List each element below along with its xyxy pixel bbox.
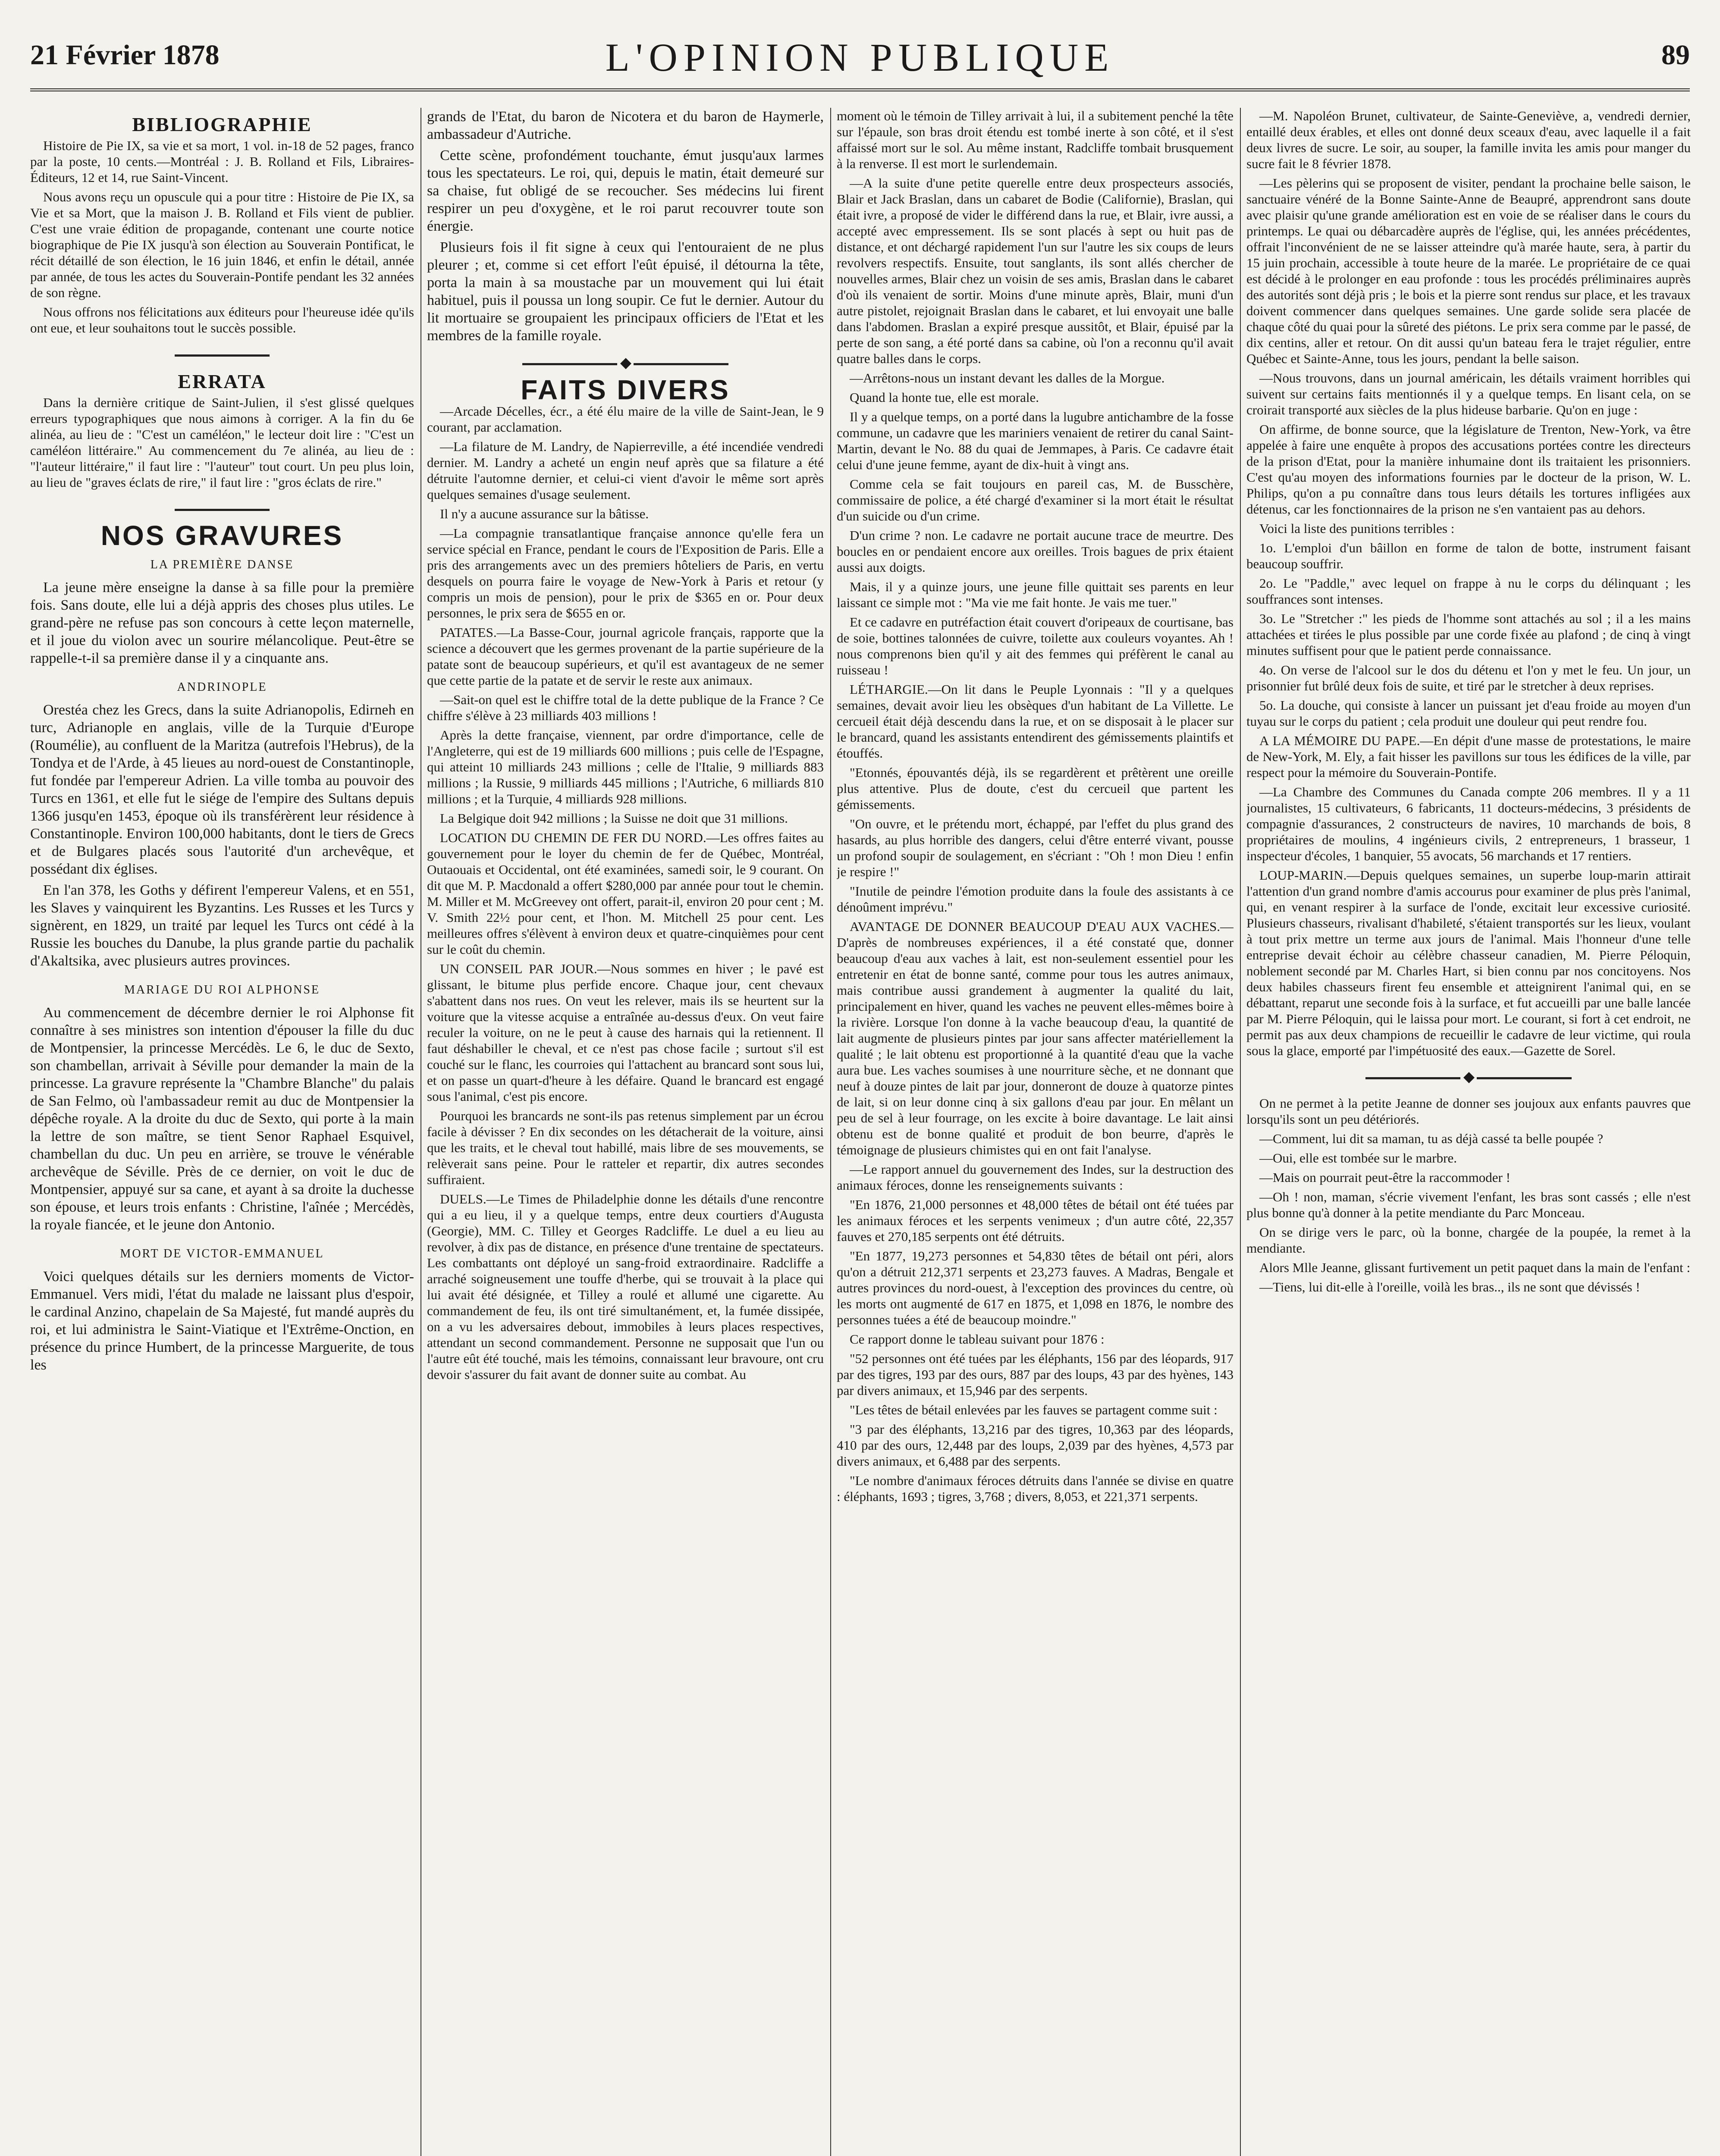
paragraph: Quand la honte tue, elle est morale. xyxy=(850,390,1039,405)
list-item: 1o. L'emploi d'un bâillon en forme de talon de botte, instrument faisant beaucoup souffrir. xyxy=(1246,540,1691,571)
column-3 xyxy=(837,108,1234,2156)
ornament-divider: ◆ xyxy=(427,354,824,372)
page-number: 89 xyxy=(1661,39,1690,71)
news-item: —La Chambre des Communes du Canada compte 206 membres. Il y a 11 journalistes, 15 cultivateurs, 6 fabricants, 11 docteurs-médecins, 3 présidents de compagnie d'assurances, 2 constructeurs de navires, 10 marchands de bois, 8 propriétaires de moulins, 4 ingénieurs civils, 2 entrepreneurs, 1 brasseur, 1 inspecteur d'écoles, 1 banquier, 55 avocats, 56 marchands et 17 rentiers. xyxy=(1246,784,1691,863)
paragraph: Plusieurs fois il fit signe à ceux qui l'entouraient de ne plus pleurer ; et, comme si cet effort l'eût épuisé, il détourna la tête, porta la main à sa moustache par un mouvement qui lui était habituel, puis il poussa un long soupir. Ce fut le dernier. Autour du lit mortuaire se groupaient les principaux officiers de l'Etat et les membres de la famille royale. xyxy=(427,239,824,344)
masthead-rule xyxy=(30,88,1690,96)
news-item: A LA MÉMOIRE DU PAPE.—En dépit d'une masse de protestations, le maire de New-York, M. Ely, a fait hisser les pavillons sur tous les édifices de la ville, par respect pour la mémoire du Souverain-Pontife. xyxy=(1246,733,1691,780)
list-item: 4o. On verse de l'alcool sur le dos du détenu et l'on y met le feu. Un jour, un prisonnier fut brûlé deux fois de suite, et tiré par le stretcher à deux reprises. xyxy=(1246,662,1691,693)
paragraph: moment où le témoin de Tilley arrivait à lui, il a subitement penché la tête sur l'épaule, son bras droit étendu est tombé inerte à son côté, et il s'est affaissé mort sur le sol. Au même instant, Radcliffe tombait brusquement à la renverse. Il est mort le surlendemain. xyxy=(837,108,1234,171)
paragraph: Et ce cadavre en putréfaction était couvert d'oripeaux de courtisane, bas de soie, bottines talonnées de cuivre, toilette aux couleurs voyantes. Ah ! nous comprenons bien qu'il y ait des femmes qui préfèrent le canal au ruisseau ! xyxy=(837,614,1234,677)
paragraph: En l'an 378, les Goths y défirent l'empereur Valens, et en 551, les Slaves y vainquirent les Byzantins. Les Russes et les Turcs y signèrent, en 1829, un traité par lequel les Turcs ont cédé à la Russie les bouches du Danube, la plus grande partie du pachalik d'Akaltsika, avec plusieurs autres provinces. xyxy=(30,882,414,969)
paragraph: Comme cela se fait toujours en pareil cas, M. de Busschère, commissaire de police, a été chargé d'examiner si la mort était le résultat d'un suicide ou d'un crime. xyxy=(837,476,1234,523)
news-item: DUELS.—Le Times de Philadelphie donne les détails d'une rencontre qui a eu lieu, il y a quelque temps, entre deux courtiers d'Augusta (Georgie), MM. C. Tilley et Georges Radcliffe. Le duel a eu lieu au revolver, à dix pas de distance, en présence d'une trentaine de spectateurs. Les combattants ont déployé un sang-froid extraordinaire. Radcliffe a arraché soigneusement une touffe d'herbe, qui se trouvait à la place qui lui avait été désignée, et Tilley a roulé et allumé une cigarette. Au commandement de feu, ils ont tiré simultanément, et, la fumée dissipée, on a vu les adversaires debout, immobiles à leurs places respectives, attendant un second commandement. Personne ne supposait que l'un ou l'autre eût été touché, mais les témoins, connaissant leur bravoure, ont cru devoir s'assurer du fait avant de donner suite au combat. Au xyxy=(427,1191,824,1382)
news-item: Il n'y a aucune assurance sur la bâtisse. xyxy=(440,506,649,521)
paragraph: La jeune mère enseigne la danse à sa fille pour la première fois. Sans doute, elle lui a déjà appris des choses plus utiles. Le grand-père ne refuse pas son concours à cette leçon maternelle, et il joue du violon avec un sourire mélancolique. Peut-être se rappelle-t-il sa première danse il y a cinquante ans. xyxy=(30,580,414,666)
subheading: MORT DE VICTOR-EMMANUEL xyxy=(120,1247,324,1260)
news-item: Pourquoi les brancards ne sont-ils pas retenus simplement par un écrou facile à dévisser ? En dix secondes on les détacherait de la voiture, ainsi que les traits, et le cheval tout habillé, mais libre de ses mouvements, se relèverait sans peine. Pour le ratteler et repartir, dix autres secondes suffiraient. xyxy=(427,1108,824,1187)
column-divider xyxy=(830,108,831,2156)
section-heading: ERRATA xyxy=(178,370,267,392)
list-item: 3o. Le "Stretcher :" les pieds de l'homme sont attachés au sol ; il a les mains attachées et tirées le plus possible par une corde fixée au plafond ; de cinq à vingt minutes suffisent pour que le patient perde connaissance. xyxy=(1246,611,1691,658)
paragraph: On affirme, de bonne source, que la législature de Trenton, New-York, va être appelée à faire une enquête à propos des accusations portées contre les directeurs de la prison d'Etat, pour la manière inhumaine dont ils traitaient les prisonniers. C'est qu'au moyen des informations fournies par le docteur de la prison, W. L. Philips, qu'on a pu connaître dans tous leurs détails les tortures infligées aux détenus, car les fonctionnaires de la prison ne s'en vantaient pas au dehors. xyxy=(1246,422,1691,517)
news-item: AVANTAGE DE DONNER BEAUCOUP D'EAU AUX VACHES.—D'après de nombreuses expériences, il a été constaté que, donner beaucoup d'eau aux vaches à lait, est non-seulement essentiel pour les entretenir en état de bonne santé, comme pour tous les autres animaux, mais contribue aussi grandement à augmenter la qualité du lait, principalement en hiver, quand les vaches ne peuvent elles-mêmes boire à la rivière. Lorsque l'on donne à la vache beaucoup d'eau, la quantité de lait augmente de plusieurs pintes par jour sans affecter matériellement la qualité ; le lait obtenu est proportionné à la quantité d'eau que la vache aura bue. Les vaches soumises à une nourriture sèche, et ne donnant que neuf à douze pintes de lait par jour, donneront de douze à quatorze pintes de lait, si on leur donne cinq à six gallons d'eau par jour. En mêlant un peu de sel à leur fourrage, on les excite à boire davantage. Le lait ainsi obtenu est de bonne qualité et produit de bon beurre, d'après le témoignage de plusieurs chimistes qui en ont fait l'analyse. xyxy=(837,919,1234,1157)
paragraph: —Oui, elle est tombée sur le marbre. xyxy=(1259,1150,1457,1166)
paragraph: "Inutile de peindre l'émotion produite dans la foule des assistants à ce dénoûment imprévu." xyxy=(837,884,1234,915)
paragraph: D'un crime ? non. Le cadavre ne portait aucune trace de meurtre. Des boucles en or pendaient encore aux oreilles. Trois bagues de prix étaient aussi aux doigts. xyxy=(837,528,1234,575)
paragraph: "En 1876, 21,000 personnes et 48,000 têtes de bétail ont été tuées par les animaux féroces et les serpents venimeux ; d'un autre côté, 22,357 fauves et 270,185 serpents ont été détruits. xyxy=(837,1197,1234,1244)
paragraph: —Oh ! non, maman, s'écrie vivement l'enfant, les bras sont cassés ; elle n'est plus bonne qu'à donner à la petite mendiante du Parc Monceau. xyxy=(1246,1189,1691,1220)
paragraph: Alors Mlle Jeanne, glissant furtivement un petit paquet dans la main de l'enfant : xyxy=(1259,1260,1691,1275)
ornament-divider xyxy=(30,500,414,517)
news-item: La Belgique doit 942 millions ; la Suisse ne doit que 31 millions. xyxy=(440,811,788,826)
publication-title: L'OPINION PUBLIQUE xyxy=(605,35,1115,79)
news-item: Après la dette française, viennent, par ordre d'importance, celle de l'Angleterre, qui est de 19 milliards 600 millions ; puis celle de l'Espagne, qui atteint 10 milliards 243 millions ; celle de l'Italie, 9 milliards 883 millions ; la Russie, 9 milliards 445 millions ; l'Autriche, 6 milliards 810 millions ; et la Turquie, 4 milliards 928 millions. xyxy=(427,727,824,806)
paragraph: Ce rapport donne le tableau suivant pour 1876 : xyxy=(850,1332,1105,1347)
paragraph: "Les têtes de bétail enlevées par les fauves se partagent comme suit : xyxy=(850,1402,1218,1417)
news-item: LOUP-MARIN.—Depuis quelques semaines, un superbe loup-marin attirait l'attention d'un grand nombre d'amis accourus pour examiner de plus près l'animal, qui, en venant respirer à la surface de l'onde, excitait leur excessive curiosité. Plusieurs chasseurs, rivalisant d'habileté, s'étaient transportés sur les lieux, voulant à tout prix mettre un terme aux jours de l'animal. Mais l'honneur d'une telle entreprise devait échoir au célèbre chasseur canadien, M. Pierre Péloquin, noblement secondé par M. Charles Hart, si bien connu par nos concitoyens. Nos deux habiles chasseurs firent feu ensemble et atteignirent l'animal qui, en se débattant, reparut une seconde fois à la surface, et fut accueilli par une balle lancée par M. Pierre Péloquin, qui le laissa pour mort. Le courant, si fort à cet endroit, ne permit pas aux deux champions de recueillir le cadavre de leur victime, qui roula sous la glace, emporté par l'impétuosité des eaux.—Gazette de Sorel. xyxy=(1246,868,1691,1058)
news-item: —Les pèlerins qui se proposent de visiter, pendant la prochaine belle saison, le sanctuaire vénéré de la Bonne Sainte-Anne de Beaupré, apprendront sans doute avec plaisir qu'une grande amélioration est en voie de se réaliser dans le cours du printemps. Le quai ou débarcadère auprès de l'église, qui, les années précédentes, offrait l'inconvénient de ne se laisser atteindre qu'à marée haute, sera, à partir du 15 juin prochain, accessible à toute heure de la marée. Le propriétaire de ce quai est décidé à le prolonger en eau profonde : tous les procédés préliminaires auprès des autorités sont déjà pris ; le bois et la pierre sont rendus sur place, et les travaux doivent commencer dans quelques semaines. Une garde solide sera placée de chaque côté du quai pour la sûreté des piétons. Le prix sera comme par le passé, de dix centins, aller et retour. On dit aussi qu'un bateau fera le trajet régulier, entre Québec et Sainte-Anne, tous les jours, pendant la belle saison. xyxy=(1246,175,1691,366)
column-4 xyxy=(1246,108,1691,2156)
subheading: LA PREMIÈRE DANSE xyxy=(150,558,294,571)
paragraph: Mais, il y a quinze jours, une jeune fille quittait ses parents en leur laissant ce simple mot : "Ma vie me fait honte. Je vais me tuer." xyxy=(837,579,1234,610)
news-item: —M. Napoléon Brunet, cultivateur, de Sainte-Geneviève, a, vendredi dernier, entaillé deux érables, et elles ont donné deux sceaux d'eau, avec laquelle il a fait deux livres de sucre. Le soir, au souper, la famille invita les amis pour manger du sucre fait le 8 février 1878. xyxy=(1246,108,1691,171)
paragraph: Dans la dernière critique de Saint-Julien, il s'est glissé quelques erreurs typographiques que nous aimons à corriger. A la fin du 6e alinéa, au lieu de : "C'est un caméléon," le lecteur doit lire : "C'est un caméléon littéraire." Au commencement du 7e alinéa, au lieu de : "l'auteur littéraire," il faut lire : "l'auteur" tout court. Un peu plus loin, au lieu de "graves éclats de rire," il faut lire : "gros éclats de rire." xyxy=(30,395,414,490)
paragraph: "On ouvre, et le prétendu mort, échappé, par l'effet du plus grand des hasards, au plus horrible des dangers, celui d'être enterré vivant, pousse un profond soupir de soulagement, en s'écriant : "Oh ! mon Dieu ! enfin je respire !" xyxy=(837,816,1234,879)
paragraph: Il y a quelque temps, on a porté dans la lugubre antichambre de la fosse commune, un cadavre que les mariniers venaient de retirer du canal Saint-Martin, devant le No. 88 du quai de Jemmapes, à Paris. Ce cadavre était celui d'une jeune femme, ayant de dix-huit à vingt ans. xyxy=(837,409,1234,472)
paragraph: "52 personnes ont été tuées par les éléphants, 156 par des léopards, 917 par des tigres, 193 par des ours, 887 par des loups, 43 par des hyènes, 143 par divers animaux, et 15,946 par des serpents. xyxy=(837,1351,1234,1398)
section-heading: BIBLIOGRAPHIE xyxy=(132,113,312,135)
news-item: —Nous trouvons, dans un journal américain, les détails vraiment horribles qui suivent sur certains faits mentionnés il y a quelque temps. En lisant cela, on se croirait transporté aux siècles de la plus hideuse barbarie. Qu'on en juge : xyxy=(1246,370,1691,417)
column-divider xyxy=(1240,108,1241,2156)
news-item: —Sait-on quel est le chiffre total de la dette publique de la France ? Ce chiffre s'élève à 23 milliards 403 millions ! xyxy=(427,692,824,723)
paragraph: On ne permet à la petite Jeanne de donner ses joujoux aux enfants pauvres que lorsqu'ils sont un peu détériorés. xyxy=(1246,1096,1691,1127)
ornament-divider: ◆ xyxy=(1246,1068,1691,1086)
paragraph: —Comment, lui dit sa maman, tu as déjà cassé ta belle poupée ? xyxy=(1259,1131,1604,1146)
news-item: UN CONSEIL PAR JOUR.—Nous sommes en hiver ; le pavé est glissant, le bitume plus perfide encore. Chaque jour, cent chevaux s'abattent dans nos rues. On veut les relever, mais ils se heurtent sur la voiture que la vitesse acquise a entraînée au-dessus d'eux. On veut faire reculer la voiture, on ne le peut à cause des harnais qui la retiennent. Il faut déshabiller le cheval, et ce n'est pas chose facile ; surtout s'il est couché sur le flanc, les courroies qui l'attachent au brancard sont sous lui, et on passe un quart-d'heure à les défaire. Quand le brancard est engagé sous l'animal, c'est pis encore. xyxy=(427,961,824,1104)
list-item: 5o. La douche, qui consiste à lancer un puissant jet d'eau froide au moyen d'un tuyau sur le corps du patient ; cela produit une douleur qui peut rendre fou. xyxy=(1246,698,1691,729)
paragraph: "Le nombre d'animaux féroces détruits dans l'année se divise en quatre : éléphants, 1693 ; tigres, 3,768 ; divers, 8,053, et 221,371 serpents. xyxy=(837,1473,1234,1504)
paragraph: Au commencement de décembre dernier le roi Alphonse fit connaître à ses ministres son intention d'épouser la fille du duc de Montpensier, la princesse Mercédès. Le 6, le duc de Sexto, son chambellan, arrivait à Séville pour demander la main de la princesse. La gravure représente la "Chambre Blanche" du palais de San Felmo, où l'ambassadeur remit au duc de Montpensier la dépêche royale. A la droite du duc de Sexto, qui porte à la main la lettre de son maître, se tient Senor Raphael Esquivel, chambellan du duc. Un peu en arrière, se trouve le vénérable archevêque de Séville. Près de ce dernier, on voit le duc de Montpensier, appuyé sur sa cane, et ayant à sa droite la duchesse son épouse, et leurs trois enfants : Christine, l'aînée ; Mercédès, la royale fiancée, et le jeune don Antonio. xyxy=(30,1005,414,1233)
masthead xyxy=(30,34,1690,82)
paragraph: On se dirige vers le parc, où la bonne, chargée de la poupée, la remet à la mendiante. xyxy=(1246,1225,1691,1256)
news-item: —Le rapport annuel du gouvernement des Indes, sur la destruction des animaux féroces, donne les renseignements suivants : xyxy=(837,1162,1234,1193)
list-item: 2o. Le "Paddle," avec lequel on frappe à nu le corps du délinquant ; les souffrances sont intenses. xyxy=(1246,576,1691,607)
news-item: PATATES.—La Basse-Cour, journal agricole français, rapporte que la science a découvert que les germes provenant de la partie supérieure de la patate sont de beaucoup supérieurs, et qu'il est avantageux de ne semer que cette partie de la patate et de servir le reste aux animaux. xyxy=(427,625,824,688)
subheading: MARIAGE DU ROI ALPHONSE xyxy=(124,983,320,997)
column-2 xyxy=(427,108,824,2156)
news-item: —Arcade Décelles, écr., a été élu maire de la ville de Saint-Jean, le 9 courant, par acclamation. xyxy=(427,404,824,435)
paragraph: Nous offrons nos félicitations aux éditeurs pour l'heureuse idée qu'ils ont eue, et leur souhaitons tout le succès possible. xyxy=(30,304,414,335)
paragraph: Voici quelques détails sur les derniers moments de Victor-Emmanuel. Vers midi, l'état du malade ne laissant plus d'espoir, le cardinal Anzino, chapelain de Sa Majesté, fut mandé auprès du roi, et lui administra le Saint-Viatique et l'Extrême-Onction, en présence du prince Humbert, de la princesse Marguerite, de tous les xyxy=(30,1269,414,1373)
paragraph: "Etonnés, épouvantés déjà, ils se regardèrent et prêtèrent une oreille plus attentive. Plus de doute, c'est du cercueil que partent les gémissements. xyxy=(837,765,1234,812)
section-heading: NOS GRAVURES xyxy=(100,520,344,551)
column-1 xyxy=(30,108,414,2156)
paragraph: —Mais on pourrait peut-être la raccommoder ! xyxy=(1259,1170,1510,1185)
subheading: ANDRINOPLE xyxy=(177,680,267,694)
paragraph: grands de l'Etat, du baron de Nicotera et du baron de Haymerle, ambassadeur d'Autriche. xyxy=(427,109,824,142)
news-item: —La filature de M. Landry, de Napierreville, a été incendiée vendredi dernier. M. Landry a acheté un engin neuf après que sa filature a été détruite l'automne dernier, et celui-ci vient d'avoir le même sort après quelques semaines d'usage seulement. xyxy=(427,439,824,502)
paragraph: "En 1877, 19,273 personnes et 54,830 têtes de bétail ont péri, alors qu'on a détruit 212,371 serpents et 23,273 fauves. A Madras, Bengale et autres provinces du nord-ouest, à l'exception des provinces du centre, où les morts ont augmenté de 617 en 1875, et 1,098 en 1876, le nombre des personnes tuées a été de beaucoup moindre." xyxy=(837,1248,1234,1327)
paragraph: Histoire de Pie IX, sa vie et sa mort, 1 vol. in-18 de 52 pages, franco par la poste, 10 cents.—Montréal : J. B. Rolland et Fils, Libraires-Éditeurs, 12 et 14, rue Saint-Vincent. xyxy=(30,138,414,185)
news-item: —Arrêtons-nous un instant devant les dalles de la Morgue. xyxy=(850,370,1165,385)
paragraph: "3 par des éléphants, 13,216 par des tigres, 10,363 par des léopards, 410 par des ours, 12,448 par des loups, 2,039 par des hyènes, 4,573 par divers animaux, et 6,488 par des serpents. xyxy=(837,1422,1234,1469)
news-item: LÉTHARGIE.—On lit dans le Peuple Lyonnais : "Il y a quelques semaines, devait avoir lieu les obsèques d'un habitant de La Villette. Le cercueil était déjà descendu dans la rue, et on se disposait à le placer sur le brancard, quand les assistants entendirent des gémissements plaintifs et étouffés. xyxy=(837,682,1234,761)
paragraph: —Tiens, lui dit-elle à l'oreille, voilà les bras.., ils ne sont que dévissés ! xyxy=(1259,1279,1640,1294)
ornament-divider xyxy=(30,345,414,363)
issue-date: 21 Février 1878 xyxy=(30,39,220,71)
paragraph: Nous avons reçu un opuscule qui a pour titre : Histoire de Pie IX, sa Vie et sa Mort, que la maison J. B. Rolland et Fils vient de publier. C'est une vraie édition de propagande, contenant une courte notice biographique de Pie IX jusqu'à son élection au Souverain Pontificat, le récit détaillé de son élection, le 16 juin 1846, et enfin le détail, année par année, de tous les actes du Souverain-Pontife pendant les 32 années de son règne. xyxy=(30,189,414,300)
news-item: LOCATION DU CHEMIN DE FER DU NORD.—Les offres faites au gouvernement pour le loyer du chemin de fer de Québec, Montréal, Outaouais et Occidental, ont été examinées, samedi soir, le 9 courant. On dit que M. P. Macdonald a offert $280,000 par année pour tout le chemin. M. Miller et M. McGreevey ont offert, parait-il, environ 20 pour cent ; M. V. Smith 22½ pour cent, et l'hon. M. Mitchell 25 pour cent. Les meilleures offres s'élèvent à environ deux et quatre-cinquièmes pour cent sur le coût du chemin. xyxy=(427,830,824,957)
paragraph: Orestéa chez les Grecs, dans la suite Adrianopolis, Edirneh en turc, Adrianople en anglais, ville de la Turquie d'Europe (Roumélie), au confluent de la Maritza (autrefois l'Hebrus), de la Tondya et de l'Arde, à 45 lieues au nord-ouest de Constantinople, fut fondée par l'empereur Adrien. La ville tomba au pouvoir des Turcs en 1361, et elle fut le siége de l'empire des Sultans depuis 1366 jusqu'en 1453, époque où ils transférèrent leur résidence à Constantinople. Environ 100,000 habitants, dont le tiers de Grecs et de Bulgares placés sous l'autorité d'un archevêque, et possédant dix églises. xyxy=(30,702,414,877)
paragraph: Cette scène, profondément touchante, émut jusqu'aux larmes tous les spectateurs. Le roi, qui, depuis le matin, était demeuré sur sa chaise, fut obligé de se recoucher. Ses médecins lui firent respirer un peu d'oxygène, et le roi parut recouvrer toute son énergie. xyxy=(427,147,824,234)
paragraph: Voici la liste des punitions terribles : xyxy=(1259,521,1455,536)
news-item: —La compagnie transatlantique française annonce qu'elle fera un service spécial en France, pendant le cours de l'Exposition de Paris. Elle a pris des arrangements avec un des premiers hôteliers de Paris, en vertu desquels on pourra faire le voyage de New-York à Paris et retour (y compris un mois de pension), pour le prix de $365 en or. Pour deux personnes, le prix sera de $655 en or. xyxy=(427,526,824,620)
section-heading: FAITS DIVERS xyxy=(521,374,730,405)
news-item: —A la suite d'une petite querelle entre deux prospecteurs associés, Blair et Jack Braslan, dans un cabaret de Bodie (Californie), Braslan, qui était ivre, a proposé de vider le différend dans la rue, et Blair, ivre aussi, a accepté avec empressement. Ils se sont placés à sept ou huit pas de distance, et ont déchargé rapidement l'un sur l'autre les six coups de leurs revolvers respectifs. Ensuite, tout sanglants, ils sont allés chercher de nouvelles armes, Blair chez un voisin de ses amis, Braslan dans le cabaret d'où ils venaient de sortir. Moins d'une minute après, Blair, muni d'un autre pistolet, rejoignait Braslan dans le cabaret, et lui envoyait une balle dans l'abdomen. Braslan a expiré presque aussitôt, et Blair, épuisé par la perte de son sang, a été porté dans sa cabine, où l'on a reconnu qu'il avait quatre balles dans le corps. xyxy=(837,175,1234,366)
